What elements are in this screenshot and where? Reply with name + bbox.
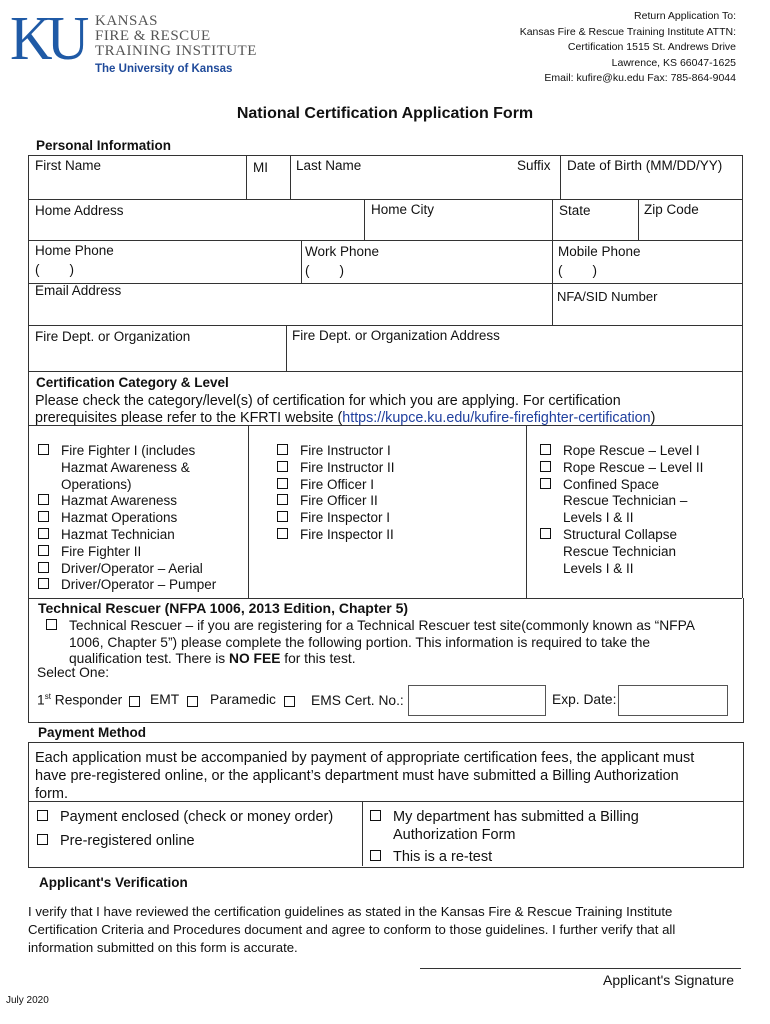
cert-column-3 (540, 443, 703, 577)
cert-option-label: Rope Rescue – Level I (563, 443, 700, 458)
email-field[interactable]: Email Address (35, 283, 122, 298)
checkbox-payment-enclosed[interactable] (37, 810, 48, 821)
first-responder-sup: st (44, 692, 51, 701)
first-responder-option (37, 692, 122, 708)
checkbox-hazmat-awareness[interactable] (38, 494, 49, 505)
signature-line[interactable] (420, 968, 741, 969)
return-line: Kansas Fire & Rescue Training Institute ATTN: (519, 25, 736, 38)
cert-option-label: Rescue Technician – (563, 493, 688, 509)
cert-option-label: Levels I & II (563, 560, 634, 576)
checkbox-hazmat-technician[interactable] (38, 528, 49, 539)
certification-heading: Certification Category & Level (36, 375, 229, 390)
suffix-field[interactable]: Suffix (517, 158, 551, 173)
checkbox-preregistered[interactable] (37, 834, 48, 845)
retest-option (370, 849, 492, 865)
dob-field[interactable]: Date of Birth (MM/DD/YY) (567, 158, 723, 173)
fire-dept-address-field[interactable]: Fire Dept. or Organization Address (292, 328, 500, 343)
cert-option-label: Hazmat Operations (61, 510, 178, 526)
select-one-label: Select One: (37, 665, 110, 680)
checkbox-fire-instructor-1[interactable] (277, 444, 288, 455)
cert-option-label: Operations) (61, 476, 132, 492)
checkbox-rope-rescue-2[interactable] (540, 461, 551, 472)
cert-option-label: Fire Fighter I (includes (61, 443, 196, 458)
return-line: Return Application To: (634, 10, 736, 22)
cert-column-2 (277, 443, 395, 544)
mobile-phone-field[interactable]: Mobile Phone (558, 244, 641, 259)
tech-line-2: 1006, Chapter 5”) please complete the following portion. This information is required to take the (69, 634, 651, 650)
home-address-field[interactable]: Home Address (35, 203, 124, 218)
checkbox-billing-authorization[interactable] (370, 810, 381, 821)
checkbox-fire-fighter-1[interactable] (38, 444, 49, 455)
fire-dept-field[interactable]: Fire Dept. or Organization (35, 329, 191, 344)
exp-date-label: Exp. Date: (552, 692, 617, 707)
ems-cert-input[interactable] (408, 685, 546, 716)
last-name-field[interactable]: Last Name (296, 158, 362, 173)
cert-option-label: Fire Inspector II (300, 526, 394, 542)
verification-heading: Applicant's Verification (39, 875, 188, 890)
checkbox-confined-space[interactable] (540, 478, 551, 489)
checkbox-fire-inspector-1[interactable] (277, 511, 288, 522)
checkbox-rope-rescue-1[interactable] (540, 444, 551, 455)
cert-option-label: Driver/Operator – Pumper (61, 577, 217, 593)
return-line: Certification 1515 St. Andrews Drive (567, 41, 736, 53)
preregistered-option (37, 833, 195, 849)
checkbox-fire-fighter-2[interactable] (38, 545, 49, 556)
cert-option-label: Fire Officer II (300, 493, 378, 509)
first-responder-label-a: 1 (37, 692, 45, 708)
checkbox-paramedic[interactable] (284, 696, 295, 707)
return-line: Lawrence, KS 66047-1625 (611, 56, 736, 69)
mobile-phone-area-code: ( ) (558, 263, 597, 278)
instructions-text: prerequisites please refer to the KFRTI website ( (35, 410, 343, 426)
cert-option-label: Rope Rescue – Level II (563, 459, 704, 475)
payment-enclosed-option (37, 809, 333, 825)
cert-option-label: Fire Fighter II (61, 543, 142, 559)
kfrti-website-link[interactable]: https://kupce.ku.edu/kufire-firefighter-certification (342, 410, 651, 426)
tech-line-3-text: qualification test. There is (69, 651, 230, 666)
cert-option-label: Hazmat Awareness & (61, 459, 190, 475)
preregistered-label: Pre-registered online (60, 833, 195, 849)
personal-info-heading: Personal Information (36, 138, 172, 153)
billing-option (370, 808, 639, 844)
verification-line-3: information submitted on this form is accurate. (28, 940, 298, 955)
cert-option-label: Levels I & II (563, 510, 634, 526)
no-fee-text: NO FEE (229, 651, 281, 666)
checkbox-fire-inspector-2[interactable] (277, 528, 288, 539)
university-name: The University of Kansas (95, 63, 233, 75)
certification-instructions (35, 393, 655, 427)
emt-label: EMT (150, 692, 180, 707)
tech-line-1-text: Technical Rescuer – if you are registering for a Technical Rescuer test site(commonly known as “NFPA (69, 618, 695, 633)
paramedic-label: Paramedic (210, 692, 276, 707)
form-date: July 2020 (6, 995, 49, 1006)
cert-option-label: Fire Instructor I (300, 443, 391, 458)
state-field[interactable]: State (559, 203, 591, 218)
retest-label: This is a re-test (393, 849, 493, 865)
checkbox-driver-pumper[interactable] (38, 578, 49, 589)
verification-line-2: Certification Criteria and Procedures document and agree to conform to those guidelines. I further verify that all (28, 922, 676, 937)
checkbox-driver-aerial[interactable] (38, 562, 49, 573)
first-name-field[interactable]: First Name (35, 158, 102, 173)
tech-line-1 (46, 618, 695, 635)
technical-rescuer-description (46, 618, 695, 668)
work-phone-area-code: ( ) (305, 263, 344, 278)
home-phone-area-code: ( ) (35, 262, 74, 277)
zip-code-field[interactable]: Zip Code (644, 202, 699, 217)
return-line: Email: kufire@ku.edu Fax: 785-864-9044 (544, 72, 736, 84)
verification-text (28, 903, 675, 957)
cert-option-label: Rescue Technician (563, 543, 677, 559)
payment-method-heading: Payment Method (38, 725, 147, 740)
mi-field[interactable]: MI (253, 160, 268, 175)
payment-line-3: form. (35, 786, 69, 802)
nfa-sid-field[interactable]: NFA/SID Number (557, 289, 658, 304)
payment-description (35, 749, 694, 803)
org-name-line-3: TRAINING INSTITUTE (95, 43, 257, 59)
cert-column-1 (38, 443, 216, 594)
billing-line-1 (370, 808, 639, 826)
org-name-line-1: KANSAS (95, 13, 159, 29)
checkbox-fire-officer-1[interactable] (277, 478, 288, 489)
ems-cert-label: EMS Cert. No.: (311, 693, 404, 708)
payment-enclosed-label: Payment enclosed (check or money order) (60, 809, 334, 825)
checkbox-fire-officer-2[interactable] (277, 494, 288, 505)
payment-line-2: have pre-registered online, or the applicant’s department must have submitted a Billing Authorization (35, 768, 679, 784)
checkbox-fire-instructor-2[interactable] (277, 461, 288, 472)
instructions-close: ) (650, 410, 656, 426)
cert-option-label: Structural Collapse (563, 526, 678, 542)
home-phone-field[interactable]: Home Phone (35, 243, 114, 258)
checkbox-structural-collapse[interactable] (540, 528, 551, 539)
checkbox-first-responder[interactable] (129, 696, 140, 707)
cert-option-label: Driver/Operator – Aerial (61, 560, 203, 576)
payment-line-1: Each application must be accompanied by payment of appropriate certification fees, the applicant must (35, 750, 695, 766)
tech-line-3-end: for this test. (280, 651, 356, 666)
first-responder-label-b: Responder (50, 692, 123, 708)
cert-option-label: Fire Inspector I (300, 510, 391, 526)
checkbox-technical-rescuer[interactable] (46, 619, 57, 630)
checkbox-hazmat-operations[interactable] (38, 511, 49, 522)
signature-label: Applicant's Signature (603, 972, 735, 988)
cert-option-label: Fire Instructor II (300, 459, 395, 475)
billing-label: My department has submitted a Billing (393, 809, 639, 825)
instructions-line-2 (35, 410, 655, 427)
cert-option-label: Hazmat Awareness (61, 493, 178, 509)
instructions-line-1: Please check the category/level(s) of certification for which you are applying. For certification (35, 393, 621, 409)
cert-option-label: Confined Space (563, 476, 660, 492)
tech-line-3 (46, 651, 695, 668)
technical-rescuer-heading: Technical Rescuer (NFPA 1006, 2013 Edition, Chapter 5) (38, 600, 409, 616)
exp-date-input[interactable] (618, 685, 728, 716)
billing-line-2: Authorization Form (393, 827, 516, 843)
form-title: National Certification Application Form (236, 105, 534, 122)
checkbox-emt[interactable] (187, 696, 198, 707)
return-address (520, 9, 736, 87)
cert-option-label: Hazmat Technician (61, 526, 175, 542)
org-name-line-2: FIRE & RESCUE (95, 28, 211, 44)
verification-line-1: I verify that I have reviewed the certification guidelines as stated in the Kansas Fire & Rescue Training Institute (28, 904, 673, 919)
cert-option-label: Fire Officer I (300, 476, 375, 492)
work-phone-field[interactable]: Work Phone (305, 244, 380, 259)
ku-logo: KU (9, 5, 84, 73)
home-city-field[interactable]: Home City (371, 202, 435, 217)
checkbox-retest[interactable] (370, 850, 381, 861)
